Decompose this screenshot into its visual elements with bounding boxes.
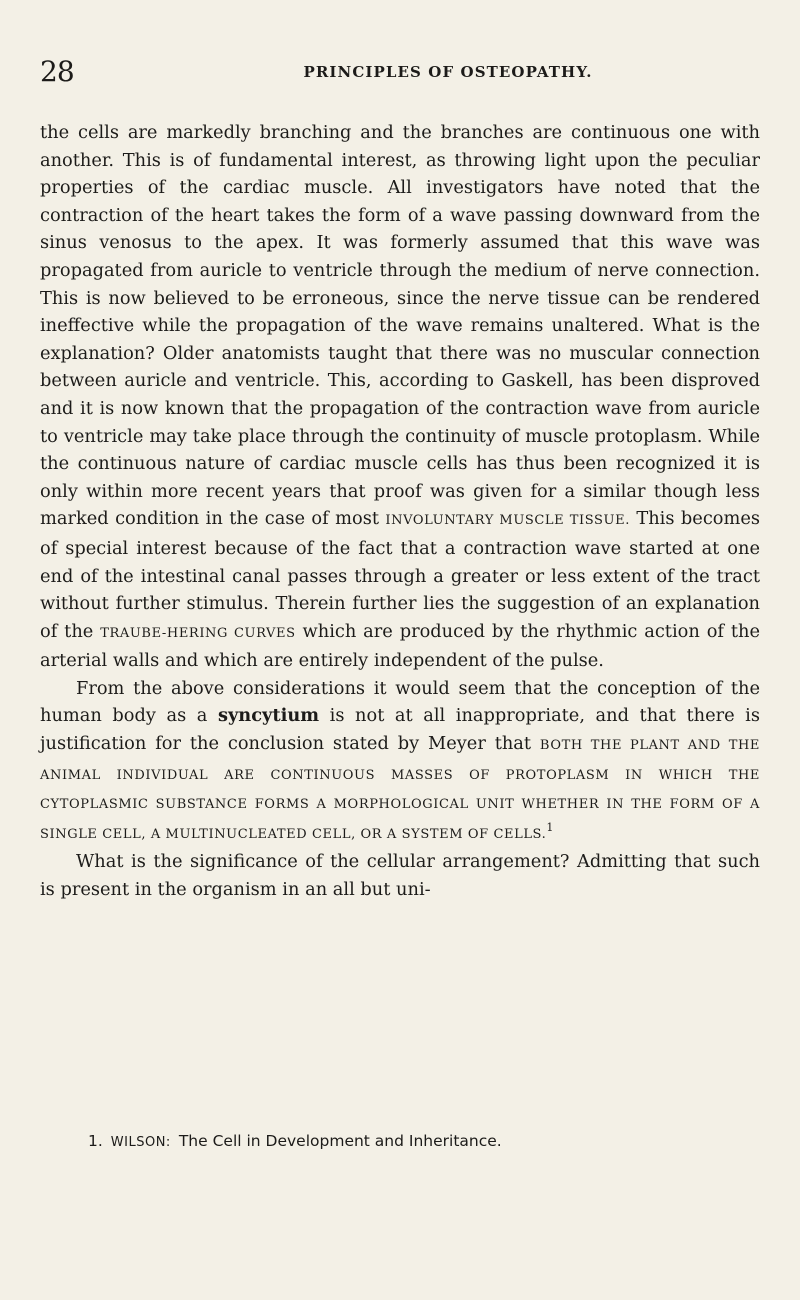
footnote — [40, 1130, 760, 1154]
paragraph-1-part-1: the cells are markedly branching and the branches are continuous one with another. This is of fundamental interest, as throwing light upon the peculiar properties of the cardiac muscle. All investigators have noted that the contraction of the heart takes the form of a wave passing downward from the sinus venosus to the apex. It was formerly assumed that this wave was propagated from auricle to ventricle through the medium of nerve connection. This is now believed to be erroneous, since the nerve tissue can be rendered ineffective while the propagation of the wave remains unaltered. What is the explanation? Older anatomists taught that there was no muscular connection between auricle and ventricle. This, according to Gaskell, has been disproved and it is now known that the propagation of the contraction wave from auricle to ventricle may take place through the continuity of muscle protoplasm. While the continuous nature of cardiac muscle cells has thus been recognized it is only within more recent years that proof was given for a similar though less marked condition in the case of most — [40, 122, 760, 530]
page-header — [40, 57, 760, 87]
smallcaps-involuntary-muscle-tissue: INVOLUNTARY MUSCLE TISSUE. — [385, 513, 630, 529]
footnote-author: WILSON: — [110, 1135, 171, 1150]
smallcaps-traube-hering-curves: TRAUBE-HERING CURVES — [100, 625, 296, 641]
paragraph-2-part-1: From the above considerations it would seem that the conception of the human body as a — [40, 677, 760, 727]
paragraph-2-part-2: is not at all inappropriate, and that there is justification for the conclusion stated by Meyer that — [40, 705, 760, 755]
bold-term-syncytium: syncytium — [217, 705, 320, 727]
smallcaps-meyer-quote: BOTH THE PLANT AND THE ANIMAL INDIVIDUAL ARE CONTINUOUS MASSES OF PROTOPLASM IN WHICH THE CYTOPLASMIC SUBSTANCE FORMS A MORPHOLOGICAL UNIT WHETHER IN THE FORM OF A SINGLE CELL, A MULTINUCLEATED CELL, OR A SYSTEM OF CELLS. — [40, 738, 760, 842]
footnote-reference: 1 — [546, 820, 554, 834]
footnote-title: The Cell in Development and Inheritance. — [178, 1132, 502, 1150]
paragraph-1-part-2: This becomes of special interest because of the fact that a contraction wave started at one end of the intestinal canal passes through a greater or less extent of the tract without further stimulus. Therein further lies the suggestion of an explanation of the — [40, 508, 761, 642]
page-number: 28 — [40, 55, 74, 88]
paragraph-1 — [40, 119, 760, 675]
paragraph-3-text: What is the significance of the cellular arrangement? Admitting that such is present in the organism in an all but uni- — [40, 851, 760, 901]
paragraph-2 — [40, 675, 760, 849]
body-text — [40, 119, 760, 904]
running-title: PRINCIPLES OF OSTEOPATHY. — [303, 63, 593, 81]
footnote-number: 1. — [88, 1132, 103, 1150]
paragraph-3 — [40, 848, 760, 903]
paragraph-1-part-3: which are produced by the rhythmic action of the arterial walls and which are entirely independent of the pulse. — [40, 620, 760, 672]
